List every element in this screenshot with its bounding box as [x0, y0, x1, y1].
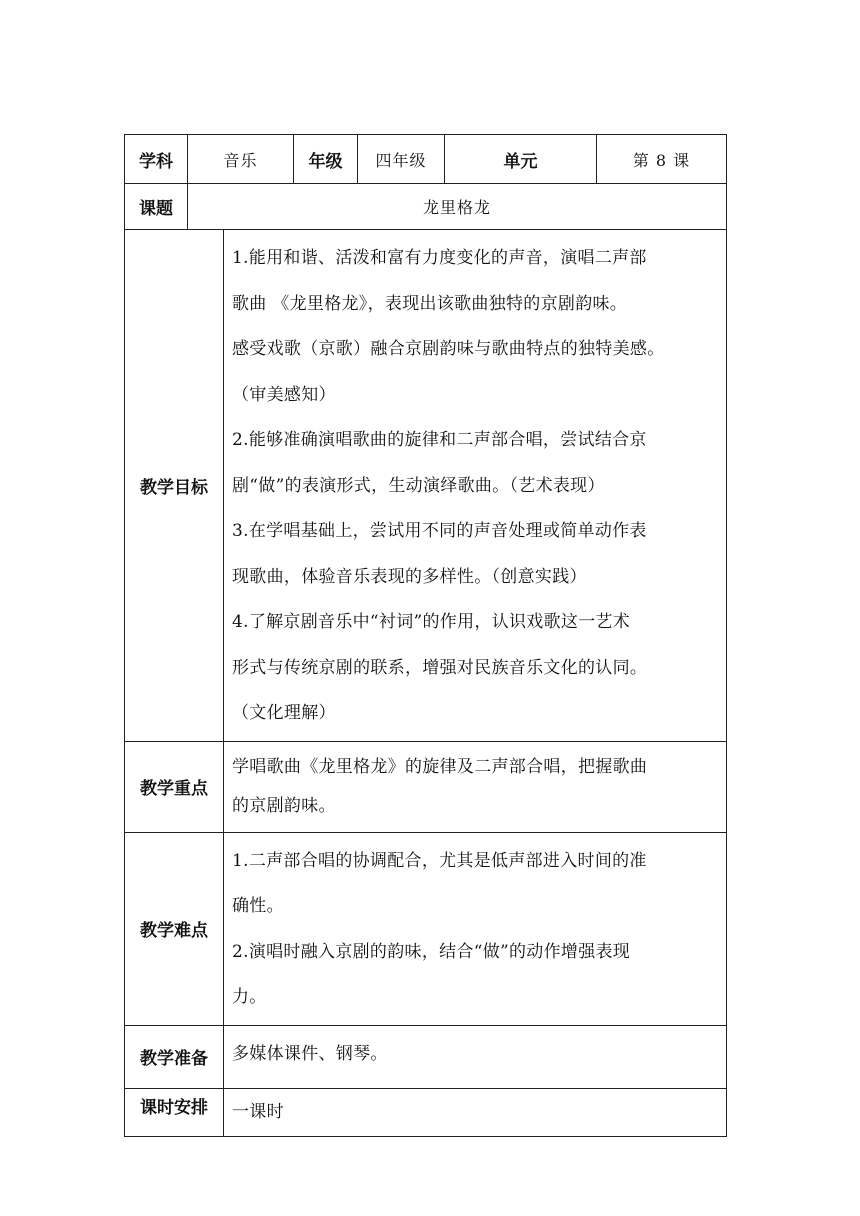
objectives-content — [224, 230, 727, 742]
schedule-label: 课时安排 — [125, 1088, 224, 1136]
unit-value: 第 8 课 — [597, 135, 727, 184]
key-points-line: 的京剧韵味。 — [232, 795, 336, 816]
topic-value: 龙里格龙 — [188, 184, 727, 230]
difficulties-line: 确性。 — [232, 896, 284, 916]
objectives-line: 歌曲 《龙里格龙》，表现出该歌曲独特的京剧韵味。 — [232, 293, 628, 314]
preparation-content — [224, 1025, 727, 1088]
grade-label: 年级 — [294, 135, 358, 184]
difficulties-content — [224, 832, 727, 1025]
objectives-line: 形式与传统京剧的联系，增强对民族音乐文化的认同。 — [232, 657, 648, 678]
subject-label: 学科 — [125, 135, 188, 184]
lesson-plan-table — [124, 134, 727, 1137]
grade-value: 四年级 — [358, 135, 445, 184]
objectives-line: （审美感知） — [232, 384, 336, 405]
difficulties-line: 力。 — [232, 987, 267, 1007]
key-points-label: 教学重点 — [125, 741, 224, 832]
difficulties-line: 2.演唱时融入京剧的韵味，结合“做”的动作增强表现 — [232, 941, 631, 962]
topic-label: 课题 — [125, 184, 188, 230]
objectives-line: 剧“做”的表演形式，生动演绎歌曲。（艺术表现） — [232, 475, 605, 496]
table-row-difficulties — [125, 832, 727, 1025]
difficulties-label: 教学难点 — [125, 832, 224, 1025]
schedule-content — [224, 1088, 727, 1136]
table-row-preparation — [125, 1025, 727, 1088]
schedule-value: 一课时 — [232, 1101, 284, 1122]
objectives-line: 现歌曲，体验音乐表现的多样性。（创意实践） — [232, 566, 587, 587]
objectives-label: 教学目标 — [125, 230, 224, 742]
key-points-content — [224, 741, 727, 832]
key-points-line: 学唱歌曲《龙里格龙》的旋律及二声部合唱，把握歌曲 — [232, 756, 648, 777]
table-row-objectives — [125, 230, 727, 742]
objectives-line: 2.能够准确演唱歌曲的旋律和二声部合唱，尝试结合京 — [232, 430, 647, 450]
objectives-line: 感受戏歌（京歌）融合京剧韵味与歌曲特点的独特美感。 — [232, 339, 665, 359]
objectives-line: （文化理解） — [232, 703, 336, 723]
unit-label: 单元 — [445, 135, 597, 184]
preparation-value: 多媒体课件、钢琴。 — [232, 1044, 388, 1064]
table-row-subject — [125, 135, 727, 184]
objectives-line: 1.能用和谐、活泼和富有力度变化的声音，演唱二声部 — [232, 248, 647, 268]
table-row-topic — [125, 184, 727, 230]
preparation-label: 教学准备 — [125, 1025, 224, 1088]
subject-value: 音乐 — [188, 135, 294, 184]
table-row-key-points — [125, 741, 727, 832]
objectives-line: 4.了解京剧音乐中“衬词”的作用，认识戏歌这一艺术 — [232, 612, 631, 632]
difficulties-line: 1.二声部合唱的协调配合，尤其是低声部进入时间的准 — [232, 850, 647, 871]
objectives-line: 3.在学唱基础上，尝试用不同的声音处理或简单动作表 — [232, 521, 647, 541]
table-row-schedule — [125, 1088, 727, 1136]
